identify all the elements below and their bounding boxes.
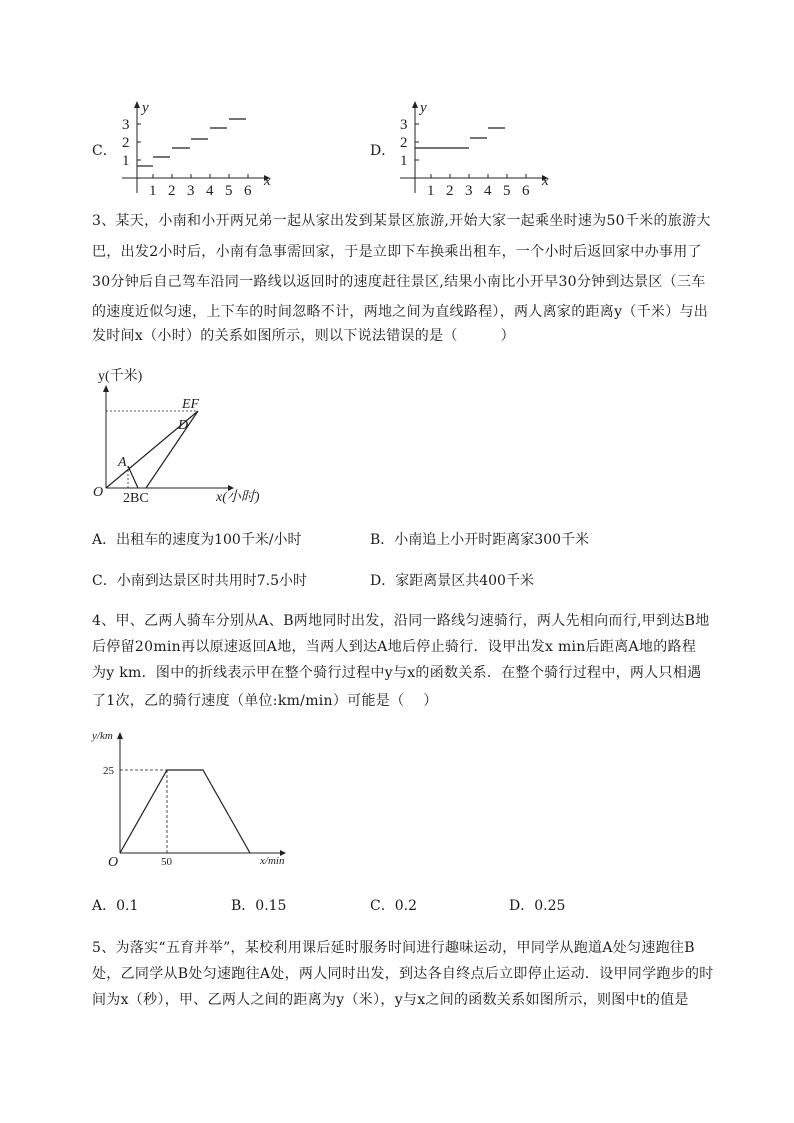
q3-line-2: 巴，出发2小时后，小南有急事需回家，于是立即下车换乘出租车，一个小时后返回家中办事用了 xyxy=(92,244,702,260)
q3-point-d: D xyxy=(178,418,189,433)
q3-x-axis-label: x(小时) xyxy=(216,490,260,505)
q4-graph xyxy=(90,725,300,870)
q4-option-b: B．0.15 xyxy=(231,898,287,914)
q5-line-1: 5、为落实“五育并举”，某校利用课后延时服务时间进行趣味运动，甲同学从跑道A处匀速跑往B xyxy=(92,940,695,956)
c-x-tick-2: 2 xyxy=(168,183,176,198)
q3-option-b: B．小南追上小开时距离家300千米 xyxy=(370,532,590,548)
d-y-tick-1: 1 xyxy=(400,153,408,169)
option-c-label: C． xyxy=(92,143,117,159)
c-x-tick-5: 5 xyxy=(225,183,233,198)
q3-bottom-labels: 2BC xyxy=(123,491,149,506)
option-c-graph xyxy=(112,98,272,198)
q3-origin: O xyxy=(93,485,104,500)
c-x-tick-4: 4 xyxy=(206,183,214,198)
q4-line-1: 4、甲、乙两人骑车分别从A、B两地同时出发，沿同一路线匀速骑行，两人先相向而行,甲到达B地 xyxy=(92,613,710,629)
d-y-axis-label: y xyxy=(420,100,427,116)
q3-line-3: 30分钟后自己驾车沿同一路线以返回时的速度赶往景区,结果小南比小开早30分钟到达景区（三车 xyxy=(92,274,706,290)
d-x-tick-5: 5 xyxy=(503,183,511,198)
d-x-tick-1: 1 xyxy=(427,183,435,198)
option-d-graph xyxy=(390,98,555,198)
q4-y-axis-label: y/km xyxy=(92,730,113,742)
q3-point-ef: EF xyxy=(182,397,200,412)
d-x-tick-2: 2 xyxy=(446,183,454,198)
q5-line-3: 间为x（秒），甲、乙两人之间的距离为y（米），y与x之间的函数关系如图所示，则图中t的值是 xyxy=(92,992,689,1008)
q3-line-4: 的速度近似匀速，上下车的时间忽略不计，两地之间为直线路程），两人离家的距离y（千米）与出 xyxy=(92,304,709,320)
q3-point-a: A xyxy=(118,455,127,470)
q4-option-a: A．0.1 xyxy=(92,898,139,914)
c-x-tick-3: 3 xyxy=(187,183,195,198)
q4-y-tick-25: 25 xyxy=(103,765,114,777)
d-x-tick-4: 4 xyxy=(484,183,492,198)
d-x-axis-label: x xyxy=(542,173,549,189)
c-y-tick-1: 1 xyxy=(122,153,130,169)
q4-origin: O xyxy=(108,855,119,870)
c-x-tick-6: 6 xyxy=(244,183,252,198)
d-y-tick-3: 3 xyxy=(400,117,408,133)
d-x-tick-3: 3 xyxy=(465,183,473,198)
d-y-tick-2: 2 xyxy=(400,135,408,151)
q3-line-1: 3、某天，小南和小开两兄弟一起从家出发到某景区旅游,开始大家一起乘坐时速为50千米的旅游大 xyxy=(92,213,711,229)
d-x-tick-6: 6 xyxy=(522,183,530,198)
q4-line-2: 后停留20min再以原速返回A地，当两人到达A地后停止骑行．设甲出发x min后距离A地的路程 xyxy=(92,639,697,655)
q3-graph xyxy=(88,362,278,507)
q3-line-5: 发时间x（小时）的关系如图所示，则以下说法错误的是（ ） xyxy=(92,328,515,344)
q3-option-c: C．小南到达景区时共用时7.5小时 xyxy=(92,573,307,589)
c-y-tick-2: 2 xyxy=(122,135,130,151)
c-y-tick-3: 3 xyxy=(122,117,130,133)
q4-x-axis-label: x/min xyxy=(260,855,285,867)
q4-x-tick-50: 50 xyxy=(161,856,172,868)
q5-line-2: 处，乙同学从B处匀速跑往A处，两人同时出发，到达各自终点后立即停止运动．设甲同学跑步的时 xyxy=(92,966,714,982)
c-x-axis-label: x xyxy=(264,173,271,189)
q3-option-d: D．家距离景区共400千米 xyxy=(370,573,534,589)
q3-y-axis-label: y(千米) xyxy=(98,369,143,384)
option-d-label: D． xyxy=(370,143,396,159)
q4-option-d: D．0.25 xyxy=(509,898,566,914)
c-y-axis-label: y xyxy=(142,100,149,116)
q4-line-3: 为y km．图中的折线表示甲在整个骑行过程中y与x的函数关系．在整个骑行过程中，两人只相遇 xyxy=(92,665,702,681)
c-x-tick-1: 1 xyxy=(149,183,157,198)
q3-option-a: A．出租车的速度为100千米/小时 xyxy=(92,532,302,548)
q4-line-4: 了1次，乙的骑行速度（单位:km/min）可能是（ ） xyxy=(92,693,438,709)
q4-option-c: C．0.2 xyxy=(370,898,417,914)
